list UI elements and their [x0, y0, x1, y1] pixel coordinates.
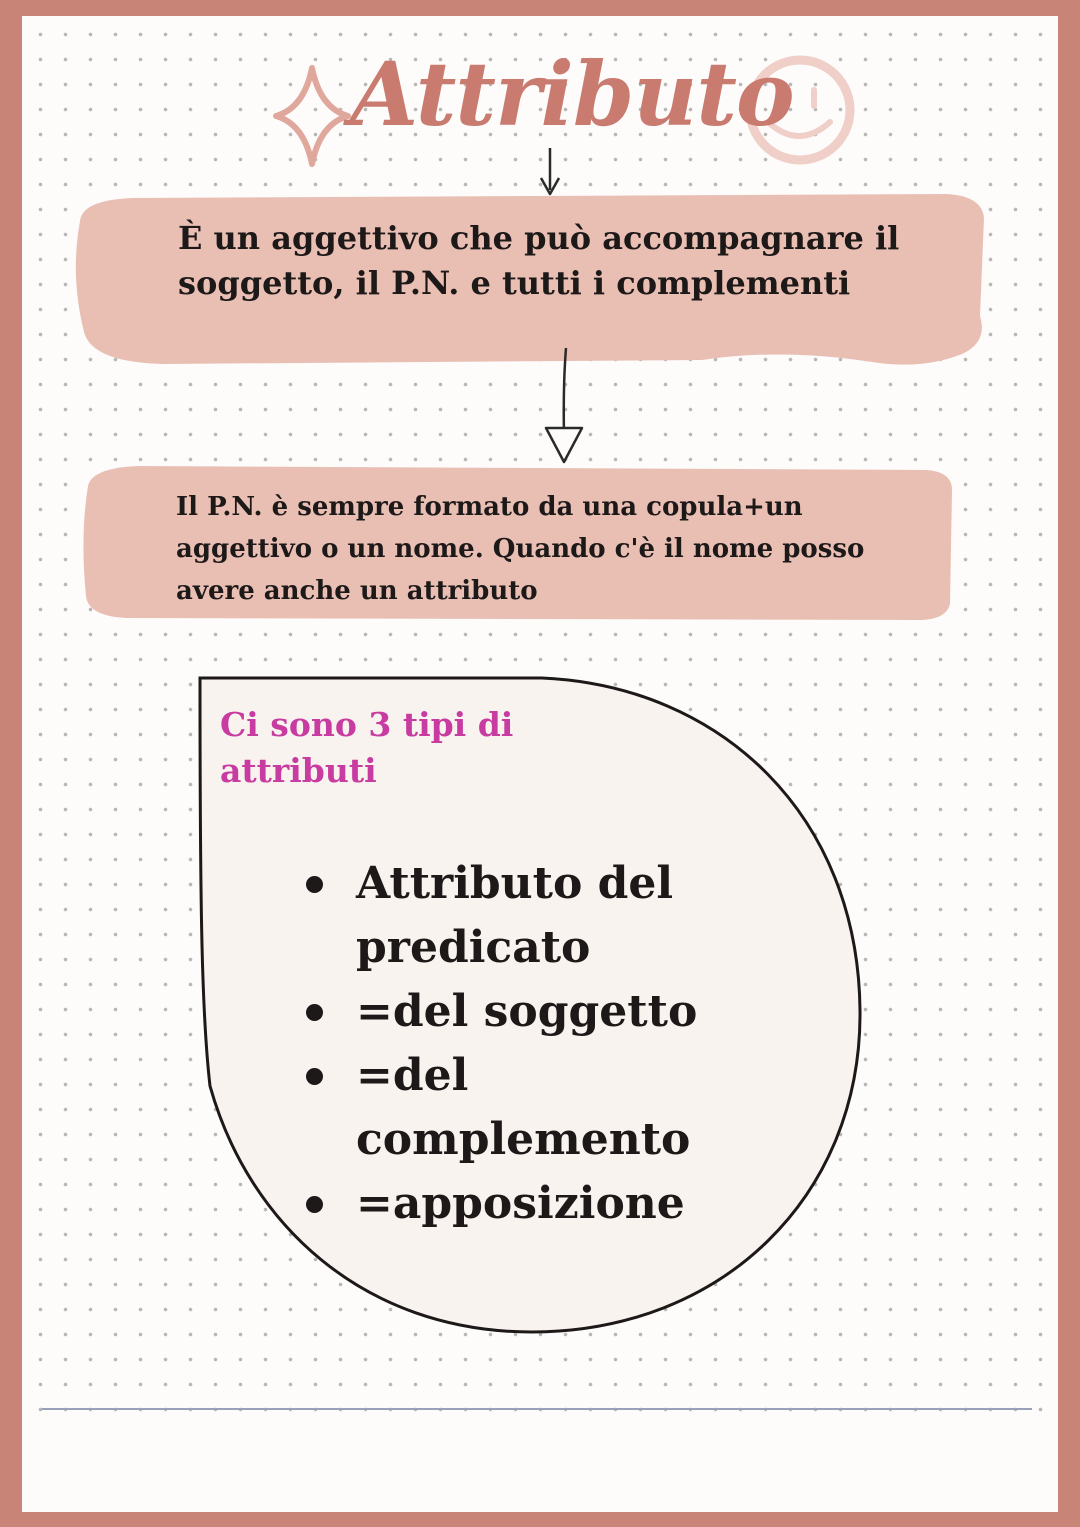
arrow-down-icon: [546, 348, 582, 462]
types-heading: Ci sono 3 tipi di attributi: [220, 705, 514, 790]
list-item: =del soggetto: [302, 980, 762, 1044]
list-item: =apposizione: [302, 1172, 762, 1236]
arrow-down-icon: [541, 148, 559, 194]
sparkle-icon: [276, 68, 348, 164]
definition-text: È un aggettivo che può accompagnare il soggetto, il P.N. e tutti i complementi: [178, 219, 900, 302]
notes-page: [22, 16, 1058, 1512]
page-title: Attributo: [350, 42, 794, 146]
types-list: [302, 852, 762, 1236]
list-item: Attributo del predicato: [302, 852, 762, 980]
predicate-note-text: Il P.N. è sempre formato da una copula+un aggettivo o un nome. Quando c'è il nome posso avere anche un attributo: [176, 492, 865, 606]
list-item: =del complemento: [302, 1044, 762, 1172]
